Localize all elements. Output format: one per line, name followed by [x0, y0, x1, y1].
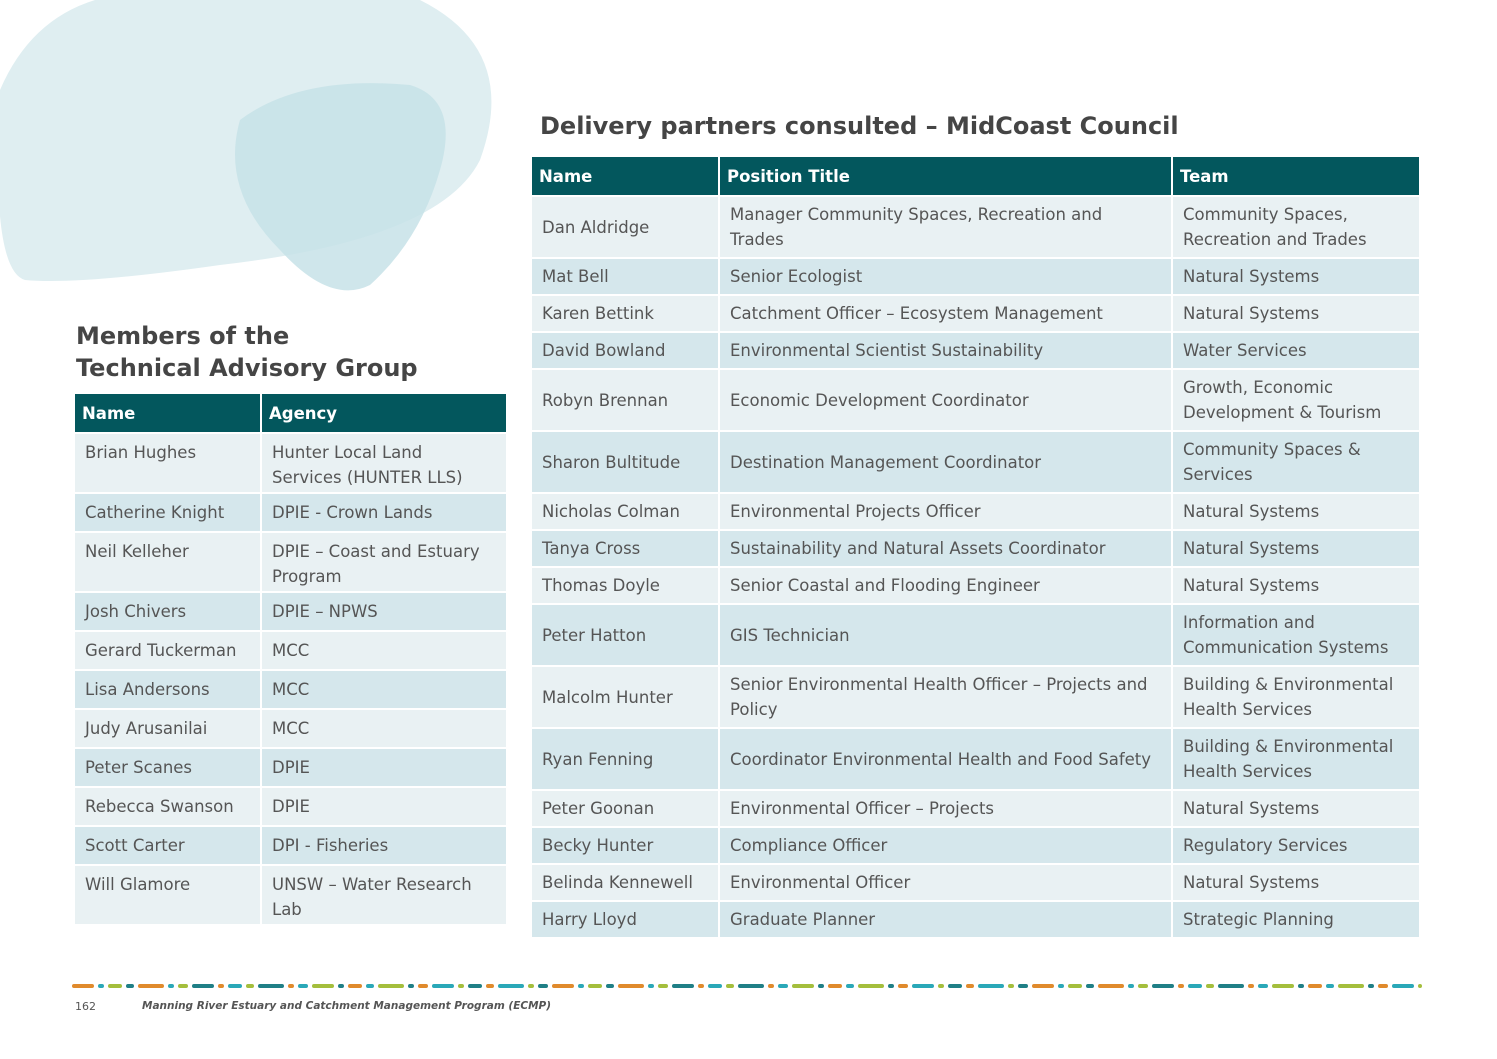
- cell-name: Gerard Tuckerman: [75, 630, 260, 669]
- cell-team: Natural Systems: [1171, 529, 1419, 566]
- cell-name: Sharon Bultitude: [532, 430, 718, 492]
- cell-team: Natural Systems: [1171, 863, 1419, 900]
- cell-name: Peter Goonan: [532, 789, 718, 826]
- cell-name: Ryan Fenning: [532, 727, 718, 789]
- table-row: [532, 566, 1419, 603]
- cell-agency: MCC: [260, 708, 506, 747]
- table-header-row: [532, 157, 1419, 195]
- cell-team: Community Spaces, Recreation and Trades: [1171, 195, 1419, 257]
- cell-name: Lisa Andersons: [75, 669, 260, 708]
- cell-position: Coordinator Environmental Health and Food Safety: [718, 727, 1171, 789]
- cell-name: Neil Kelleher: [75, 531, 260, 591]
- table-row: [75, 864, 506, 924]
- table-row: [75, 786, 506, 825]
- cell-position: Environmental Officer: [718, 863, 1171, 900]
- column-header-team: Team: [1171, 157, 1419, 195]
- cell-name: Robyn Brennan: [532, 368, 718, 430]
- heading-line-1: Members of the: [76, 322, 290, 350]
- cell-team: Growth, Economic Development & Tourism: [1171, 368, 1419, 430]
- heading-line-2: Technical Advisory Group: [76, 354, 418, 382]
- cell-agency: MCC: [260, 630, 506, 669]
- cell-position: GIS Technician: [718, 603, 1171, 665]
- cell-agency: MCC: [260, 669, 506, 708]
- cell-name: Belinda Kennewell: [532, 863, 718, 900]
- technical-advisory-group-table: [75, 394, 506, 924]
- cell-position: Environmental Officer – Projects: [718, 789, 1171, 826]
- table-row: [75, 531, 506, 591]
- cell-name: Scott Carter: [75, 825, 260, 864]
- cell-agency: DPI - Fisheries: [260, 825, 506, 864]
- table-row: [75, 747, 506, 786]
- decorative-blob-shape: [0, 0, 500, 300]
- cell-team: Natural Systems: [1171, 492, 1419, 529]
- footer-dashed-divider: [72, 982, 1424, 990]
- cell-name: Judy Arusanilai: [75, 708, 260, 747]
- column-header-name: Name: [532, 157, 718, 195]
- table-row: [75, 492, 506, 531]
- cell-name: Thomas Doyle: [532, 566, 718, 603]
- cell-position: Catchment Officer – Ecosystem Management: [718, 294, 1171, 331]
- table-row: [75, 669, 506, 708]
- table-row: [532, 665, 1419, 727]
- cell-name: Becky Hunter: [532, 826, 718, 863]
- cell-team: Natural Systems: [1171, 257, 1419, 294]
- table-row: [75, 591, 506, 630]
- cell-name: Rebecca Swanson: [75, 786, 260, 825]
- cell-name: David Bowland: [532, 331, 718, 368]
- cell-name: Harry Lloyd: [532, 900, 718, 937]
- cell-agency: DPIE: [260, 747, 506, 786]
- table-row: [532, 727, 1419, 789]
- table-row: [532, 789, 1419, 826]
- cell-name: Mat Bell: [532, 257, 718, 294]
- cell-name: Karen Bettink: [532, 294, 718, 331]
- table-row: [532, 368, 1419, 430]
- table-row: [532, 331, 1419, 368]
- cell-position: Graduate Planner: [718, 900, 1171, 937]
- cell-team: Strategic Planning: [1171, 900, 1419, 937]
- cell-name: Brian Hughes: [75, 432, 260, 492]
- cell-team: Natural Systems: [1171, 789, 1419, 826]
- cell-name: Will Glamore: [75, 864, 260, 924]
- cell-position: Environmental Projects Officer: [718, 492, 1171, 529]
- table-row: [532, 257, 1419, 294]
- table-row: [532, 492, 1419, 529]
- table-row: [75, 825, 506, 864]
- table-row: [75, 708, 506, 747]
- table-row: [532, 826, 1419, 863]
- table-row: [75, 630, 506, 669]
- table-row: [532, 294, 1419, 331]
- table-header-row: [75, 394, 506, 432]
- cell-team: Natural Systems: [1171, 566, 1419, 603]
- cell-agency: DPIE: [260, 786, 506, 825]
- table-row: [75, 432, 506, 492]
- table-row: [532, 529, 1419, 566]
- column-header-agency: Agency: [260, 394, 506, 432]
- column-header-name: Name: [75, 394, 260, 432]
- cell-agency: DPIE – Coast and Estuary Program: [260, 531, 506, 591]
- cell-team: Information and Communication Systems: [1171, 603, 1419, 665]
- table-row: [532, 430, 1419, 492]
- cell-position: Economic Development Coordinator: [718, 368, 1171, 430]
- cell-agency: DPIE – NPWS: [260, 591, 506, 630]
- cell-team: Community Spaces & Services: [1171, 430, 1419, 492]
- cell-agency: Hunter Local Land Services (HUNTER LLS): [260, 432, 506, 492]
- table-row: [532, 195, 1419, 257]
- cell-name: Josh Chivers: [75, 591, 260, 630]
- cell-team: Natural Systems: [1171, 294, 1419, 331]
- cell-name: Peter Scanes: [75, 747, 260, 786]
- cell-position: Sustainability and Natural Assets Coordinator: [718, 529, 1171, 566]
- cell-agency: UNSW – Water Research Lab: [260, 864, 506, 924]
- delivery-partners-table: [532, 157, 1419, 937]
- cell-position: Senior Ecologist: [718, 257, 1171, 294]
- cell-position: Destination Management Coordinator: [718, 430, 1171, 492]
- cell-team: Water Services: [1171, 331, 1419, 368]
- table-row: [532, 863, 1419, 900]
- cell-team: Building & Environmental Health Services: [1171, 727, 1419, 789]
- cell-position: Compliance Officer: [718, 826, 1171, 863]
- cell-name: Dan Aldridge: [532, 195, 718, 257]
- cell-name: Peter Hatton: [532, 603, 718, 665]
- page-number: 162: [75, 1000, 96, 1013]
- cell-team: Regulatory Services: [1171, 826, 1419, 863]
- column-header-position-title: Position Title: [718, 157, 1171, 195]
- cell-position: Senior Coastal and Flooding Engineer: [718, 566, 1171, 603]
- cell-team: Building & Environmental Health Services: [1171, 665, 1419, 727]
- footer-document-title: Manning River Estuary and Catchment Management Program (ECMP): [142, 1000, 552, 1012]
- cell-name: Nicholas Colman: [532, 492, 718, 529]
- cell-position: Environmental Scientist Sustainability: [718, 331, 1171, 368]
- cell-position: Manager Community Spaces, Recreation and Trades: [718, 195, 1171, 257]
- technical-advisory-group-heading: [76, 320, 496, 384]
- delivery-partners-heading: Delivery partners consulted – MidCoast Council: [540, 112, 1179, 140]
- cell-name: Malcolm Hunter: [532, 665, 718, 727]
- table-row: [532, 900, 1419, 937]
- table-row: [532, 603, 1419, 665]
- cell-position: Senior Environmental Health Officer – Projects and Policy: [718, 665, 1171, 727]
- cell-agency: DPIE - Crown Lands: [260, 492, 506, 531]
- cell-name: Tanya Cross: [532, 529, 718, 566]
- cell-name: Catherine Knight: [75, 492, 260, 531]
